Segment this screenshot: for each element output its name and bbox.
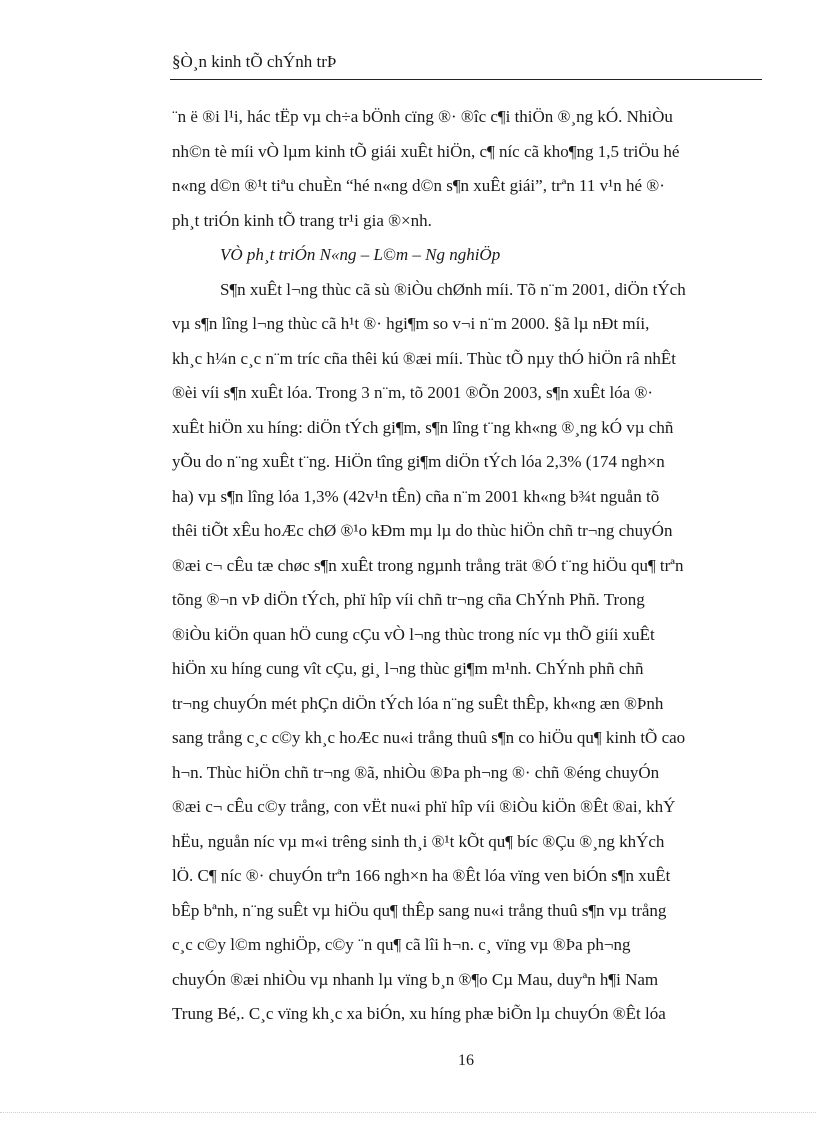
text-line: ®æi c¬ cÊu c©y trång, con vËt nu«i phï hîp víi ®iÒu kiÖn ®Êt ®ai, khÝ xyxy=(172,797,676,816)
section-heading: VÒ ph¸t triÓn N«ng – L©m – Ng nghiÖp xyxy=(220,245,501,264)
text-line: Trung Bé,. C¸c vïng kh¸c xa biÓn, xu híng phæ biÕn lµ chuyÓn ®Êt lóa xyxy=(172,1004,666,1023)
text-line: ®iÒu kiÖn quan hÖ cung cÇu vÒ l¬ng thùc trong níc vµ thÕ giíi xuÊt xyxy=(172,624,655,644)
running-header-title: §Ò¸n kinh tÕ chÝnh trÞ xyxy=(172,52,337,71)
text-line: h¬n. Thùc hiÖn chñ tr¬ng ®ã, nhiÒu ®Þa ph¬ng ®· chñ ®éng chuyÓn xyxy=(172,762,660,782)
text-line: vµ s¶n lîng l¬ng thùc cã h¹t ®· hgi¶m so v¬i n¨m 2000. §ã lµ nÐt míi, xyxy=(172,314,650,333)
text-line: chuyÓn ®æi nhiÒu vµ nhanh lµ vïng b¸n ®¶o Cµ Mau, duyªn h¶i Nam xyxy=(172,969,659,989)
text-line: thêi tiÕt xÊu hoÆc chØ ®¹o kÐm mµ lµ do thùc hiÖn chñ tr¬ng chuyÓn xyxy=(172,521,673,540)
text-line: sang trång c¸c c©y kh¸c hoÆc nu«i trång thuû s¶n co hiÖu qu¶ kinh tÕ cao xyxy=(172,728,686,747)
text-line: xuÊt hiÖn xu híng: diÖn tÝch gi¶m, s¶n lîng t¨ng kh«ng ®¸ng kÓ vµ chñ xyxy=(172,417,674,437)
text-line: tõng ®¬n vÞ diÖn tÝch, phï hîp víi chñ tr¬ng cña ChÝnh Phñ. Trong xyxy=(172,590,645,609)
text-line: yÕu do n¨ng xuÊt t¨ng. HiÖn tîng gi¶m diÖn tÝch lóa 2,3% (174 ngh×n xyxy=(172,452,665,471)
text-line: bÊp bªnh, n¨ng suÊt vµ hiÖu qu¶ thÊp sang nu«i trång thuû s¶n vµ trång xyxy=(172,900,667,920)
text-line: ®æi c¬ cÊu tæ chøc s¶n xuÊt trong ngµnh trång trät ®Ó t¨ng hiÖu qu¶ trªn xyxy=(172,555,684,575)
text-line: n«ng d©n ®¹t tiªu chuÈn “hé n«ng d©n s¶n xuÊt giái”, trªn 11 v¹n hé ®· xyxy=(172,176,665,195)
header-divider xyxy=(170,79,762,80)
text-line: hËu, nguån níc vµ m«i trêng sinh th¸i ®¹t kÕt qu¶ bíc ®Çu ®¸ng khÝch xyxy=(172,831,665,851)
text-line: nh©n tè míi vÒ lµm kinh tÕ giái xuÊt hiÖn, c¶ níc cã kho¶ng 1,5 triÖu hé xyxy=(172,141,680,161)
text-line: S¶n xuÊt l¬ng thùc cã sù ®iÒu chØnh míi. Tõ n¨m 2001, diÖn tÝch xyxy=(220,279,686,299)
text-line: tr¬ng chuyÓn mét phÇn diÖn tÝch lóa n¨ng suÊt thÊp, kh«ng æn ®Þnh xyxy=(172,693,664,713)
body-text xyxy=(172,100,772,1032)
footer-divider xyxy=(0,1112,816,1113)
text-line: c¸c c©y l©m nghiÖp, c©y ¨n qu¶ cã lîi h¬n. c¸ vïng vµ ®Þa ph¬ng xyxy=(172,935,631,954)
text-line: ph¸t triÓn kinh tÕ trang tr¹i gia ®×nh. xyxy=(172,210,432,230)
page-number: 16 xyxy=(458,1052,474,1069)
text-line: lÖ. C¶ níc ®· chuyÓn trªn 166 ngh×n ha ®Êt lóa vïng ven biÓn s¶n xuÊt xyxy=(172,866,671,885)
text-line: kh¸c h¼n c¸c n¨m tríc cña thêi kú ®æi míi. Thùc tÕ nµy thÓ hiÖn râ nhÊt xyxy=(172,348,676,368)
text-line: ®èi víi s¶n xuÊt lóa. Trong 3 n¨m, tõ 2001 ®Õn 2003, s¶n xuÊt lóa ®· xyxy=(172,383,654,402)
text-line: ha) vµ s¶n lîng lóa 1,3% (42v¹n tÊn) cña n¨m 2001 kh«ng b¾t nguån tõ xyxy=(172,486,660,506)
text-line: ¨n ë ®i l¹i, hác tËp vµ ch÷a bÖnh cïng ®· ®îc c¶i thiÖn ®¸ng kÓ. NhiÒu xyxy=(172,107,673,126)
text-line: hiÖn xu híng cung vît cÇu, gi¸ l¬ng thùc gi¶m m¹nh. ChÝnh phñ chñ xyxy=(172,659,644,678)
